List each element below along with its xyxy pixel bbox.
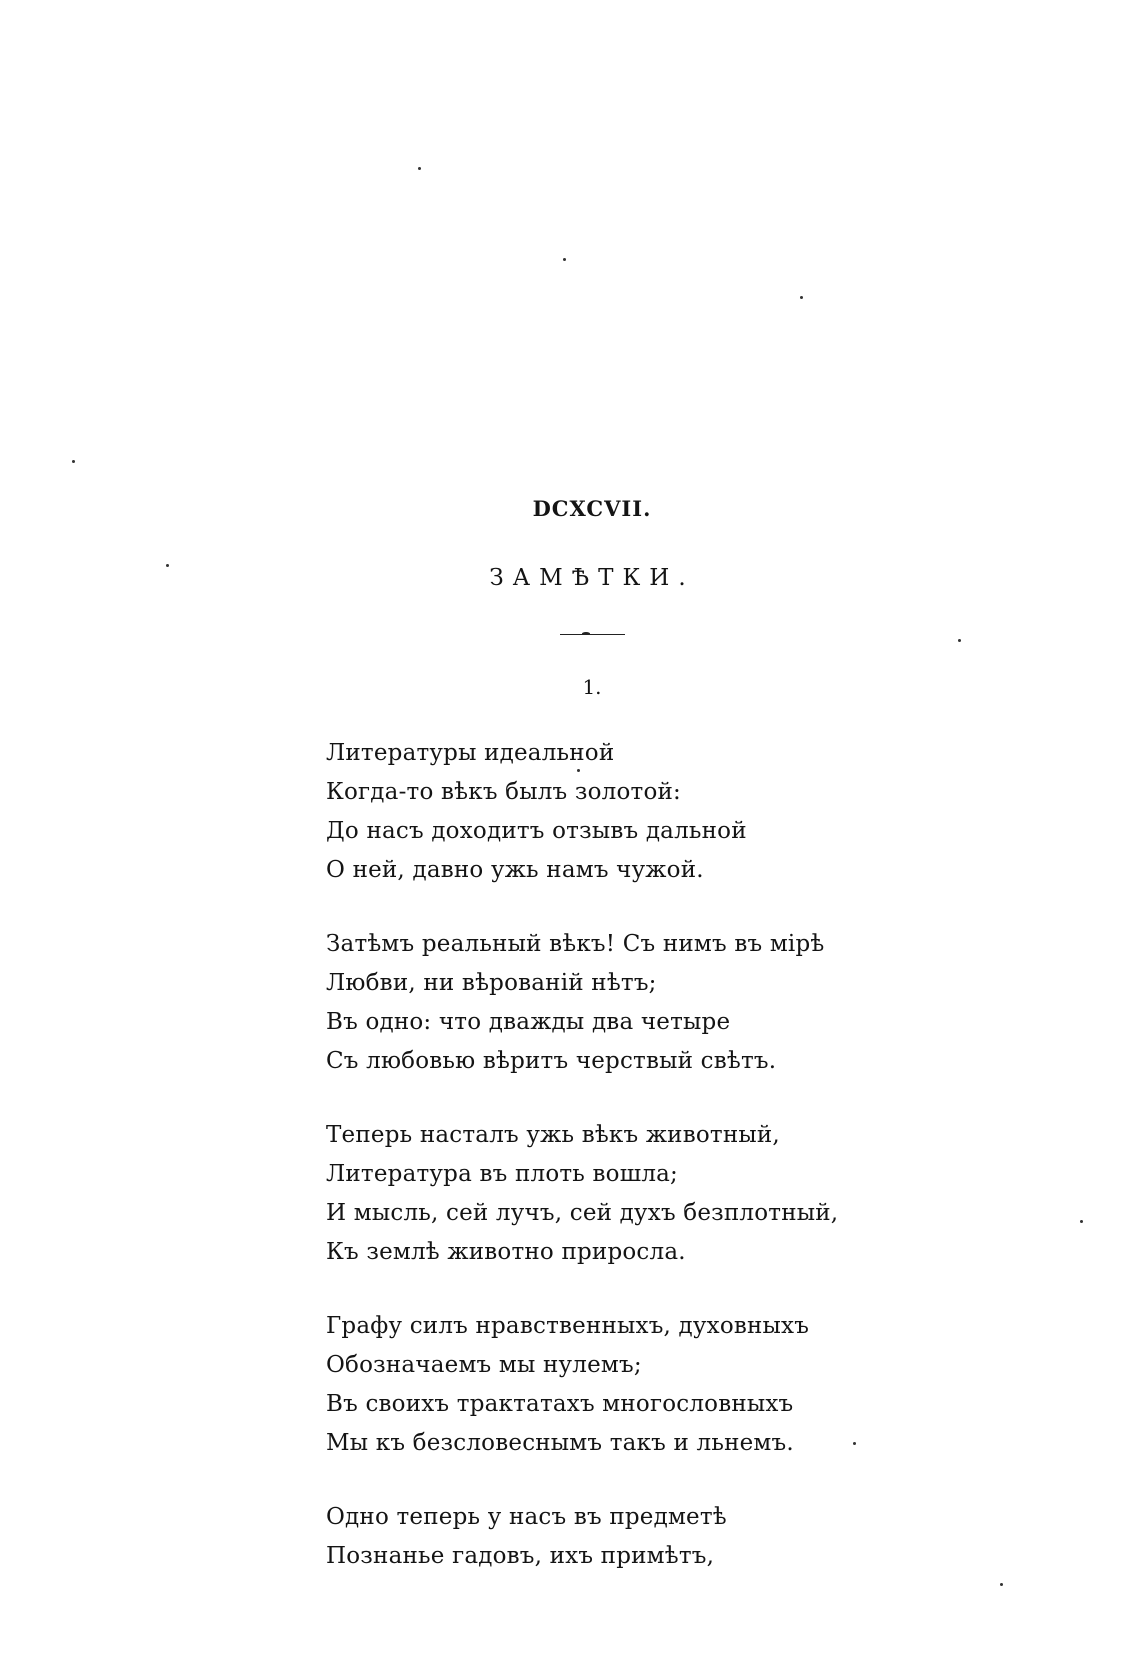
stanza (326, 1307, 946, 1463)
section-number: 1. (582, 675, 602, 699)
stanza (326, 734, 946, 890)
verse-line: Теперь насталъ ужь вѣкъ животный, (326, 1122, 780, 1148)
stanza (326, 1116, 946, 1272)
verse-line: Затѣмъ реальный вѣкъ! Съ нимъ въ мірѣ (326, 931, 825, 957)
verse-line: Мы къ безсловеснымъ такъ и льнемъ. (326, 1430, 794, 1456)
verse-line: Въ одно: что дважды два четыре (326, 1009, 731, 1035)
verse-line: Познанье гадовъ, ихъ примѣтъ, (326, 1543, 715, 1569)
verse-line: Литература въ плоть вошла; (326, 1161, 678, 1187)
scan-speck (1080, 1220, 1083, 1223)
stanza (326, 1498, 946, 1576)
scan-speck (800, 296, 803, 299)
scan-speck (166, 564, 169, 567)
verse-line: Въ своихъ трактатахъ многословныхъ (326, 1391, 794, 1417)
verse-line: И мысль, сей лучъ, сей духъ безплотный, (326, 1200, 839, 1226)
stanza (326, 925, 946, 1081)
verse-line: Одно теперь у насъ въ предметѣ (326, 1504, 727, 1530)
scan-speck (72, 460, 75, 463)
verse-line: Обозначаемъ мы нулемъ; (326, 1352, 642, 1378)
verse-line: Любви, ни вѣрованій нѣтъ; (326, 970, 657, 996)
scan-speck (853, 1442, 856, 1445)
scan-speck (1000, 1583, 1003, 1586)
scan-speck (563, 258, 566, 261)
verse-line: Съ любовью вѣритъ черствый свѣтъ. (326, 1048, 777, 1074)
title-divider (560, 634, 625, 635)
poem-verse (326, 734, 946, 1611)
poem-title: ЗАМѢТКИ. (489, 565, 695, 591)
scan-speck (958, 639, 961, 642)
scan-speck (418, 167, 421, 170)
verse-line: Литературы идеальной (326, 740, 615, 766)
poem-numeral: DCXCVII. (532, 496, 652, 521)
verse-line: Когда-то вѣкъ былъ золотой: (326, 779, 681, 805)
verse-line: Къ землѣ животно приросла. (326, 1239, 686, 1265)
verse-line: Графу силъ нравственныхъ, духовныхъ (326, 1313, 810, 1339)
verse-line: До насъ доходитъ отзывъ дальной (326, 818, 747, 844)
verse-line: О ней, давно ужь намъ чужой. (326, 857, 704, 883)
scan-speck (577, 769, 580, 772)
